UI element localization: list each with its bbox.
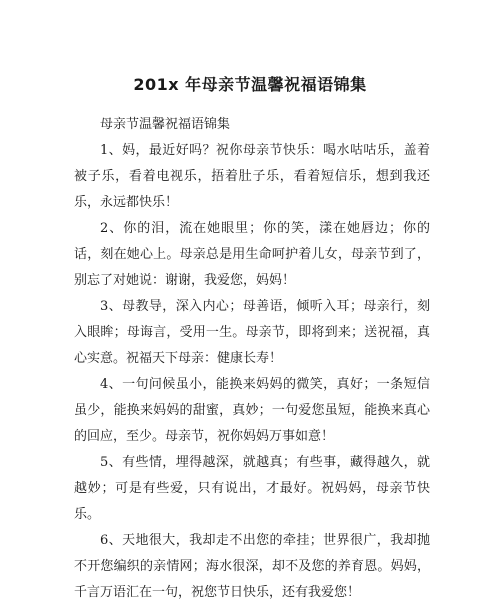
paragraph-1: 1、妈，最近好吗？祝你母亲节快乐：喝水咕咕乐，盖着被子乐，看着电视乐，捂着肚子乐，看着短信乐，想到我还乐，永远都快乐！: [74, 143, 430, 210]
paragraph-5: 5、有些情，埋得越深，就越真；有些事，藏得越久，就越妙；可是有些爱，只有说出，才最好。祝妈妈，母亲节快乐。: [74, 455, 430, 522]
section-heading: 母亲节温馨祝福语锦集: [100, 117, 231, 132]
document-body: [74, 112, 430, 606]
paragraph-6: 6、天地很大，我却走不出您的牵挂；世界很广，我却抛不开您编织的亲情网；海水很深，却不及您的养育恩。妈妈，千言万语汇在一句，祝您节日快乐，还有我爱您！: [74, 533, 430, 600]
paragraph-2: 2、你的泪，流在她眼里；你的笑，漾在她唇边；你的话，刻在她心上。母亲总是用生命呵护着儿女，母亲节到了，别忘了对她说：谢谢，我爱您，妈妈！: [74, 221, 430, 288]
paragraph-3: 3、母教导，深入内心；母善语，倾听入耳；母亲行，刻入眼眸；母诲言，受用一生。母亲节，即将到来；送祝福，真心实意。祝福天下母亲：健康长寿！: [74, 299, 430, 366]
paragraph-4: 4、一句问候虽小，能换来妈妈的微笑，真好；一条短信虽少，能换来妈妈的甜蜜，真妙；一句爱您虽短，能换来真心的回应，至少。母亲节，祝你妈妈万事如意！: [74, 377, 430, 444]
document-title: 201x 年母亲节温馨祝福语锦集: [133, 75, 367, 94]
